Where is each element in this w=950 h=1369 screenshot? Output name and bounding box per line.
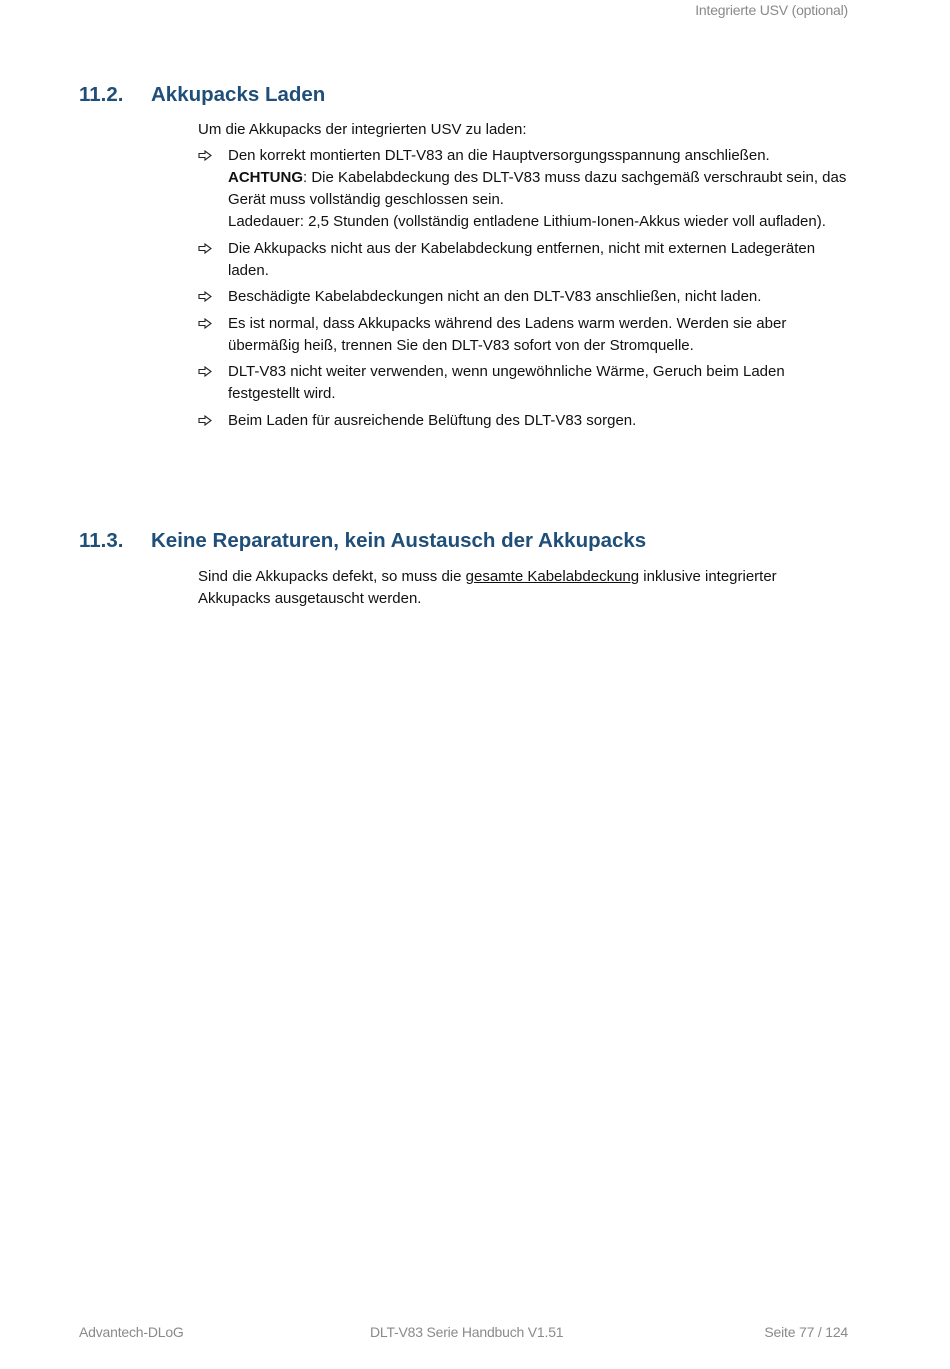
footer-page-number: Seite 77 / 124 [764,1324,848,1340]
bullet-list [198,145,848,436]
bullet-text: DLT-V83 nicht weiter verwenden, wenn ungewöhnliche Wärme, Geruch beim Laden festgestellt wird. [228,363,785,402]
bullet-text: Den korrekt montierten DLT-V83 an die Hauptversorgungsspannung anschließen. [228,147,770,164]
section-title: Akkupacks Laden [151,83,326,106]
arrow-right-icon [198,243,212,254]
running-header: Integrierte USV (optional) [695,2,848,18]
warning-line [228,167,848,211]
list-item [198,238,848,282]
arrow-right-icon [198,150,212,161]
charge-time: Ladedauer: 2,5 Stunden (vollständig entladene Lithium-Ionen-Akkus wieder voll aufladen). [228,213,826,230]
bullet-text: Beschädigte Kabelabdeckungen nicht an den DLT-V83 anschließen, nicht laden. [228,288,762,305]
footer-left: Advantech-DLoG [79,1324,184,1340]
warning-label: ACHTUNG [228,169,303,186]
footer-center: DLT-V83 Serie Handbuch V1.51 [370,1324,564,1340]
list-item [198,361,848,405]
bullet-text: Beim Laden für ausreichende Belüftung des DLT-V83 sorgen. [228,411,637,429]
list-item [198,286,848,308]
section-intro: Um die Akkupacks der integrierten USV zu laden: [198,121,527,138]
arrow-right-icon [198,291,212,302]
paragraph-text-start: Sind die Akkupacks defekt, so muss die [198,568,466,585]
warning-text: : Die Kabelabdeckung des DLT-V83 muss dazu sachgemäß verschraubt sein, das Gerät muss vollständig geschlossen sein. [228,169,847,208]
list-item [198,313,848,357]
section-number: 11.3. [79,529,124,552]
arrow-right-icon [198,415,212,426]
arrow-right-icon [198,318,212,329]
list-item [198,410,848,432]
section-paragraph [198,566,838,610]
bullet-text: Die Akkupacks nicht aus der Kabelabdeckung entfernen, nicht mit externen Ladegeräten laden. [228,239,816,279]
underlined-term: gesamte Kabelabdeckung [465,568,640,585]
section-title: Keine Reparaturen, kein Austausch der Akkupacks [151,529,647,552]
list-item [198,145,848,233]
paragraph-text-end: inklusive integrierter Akkupacks ausgetauscht werden. [198,568,777,607]
arrow-right-icon [198,366,212,377]
section-number: 11.2. [79,83,124,106]
bullet-text: Es ist normal, dass Akkupacks während des Ladens warm werden. Werden sie aber übermäßig heiß, trennen Sie den DLT-V83 sofort von der Stromquelle. [228,314,787,354]
